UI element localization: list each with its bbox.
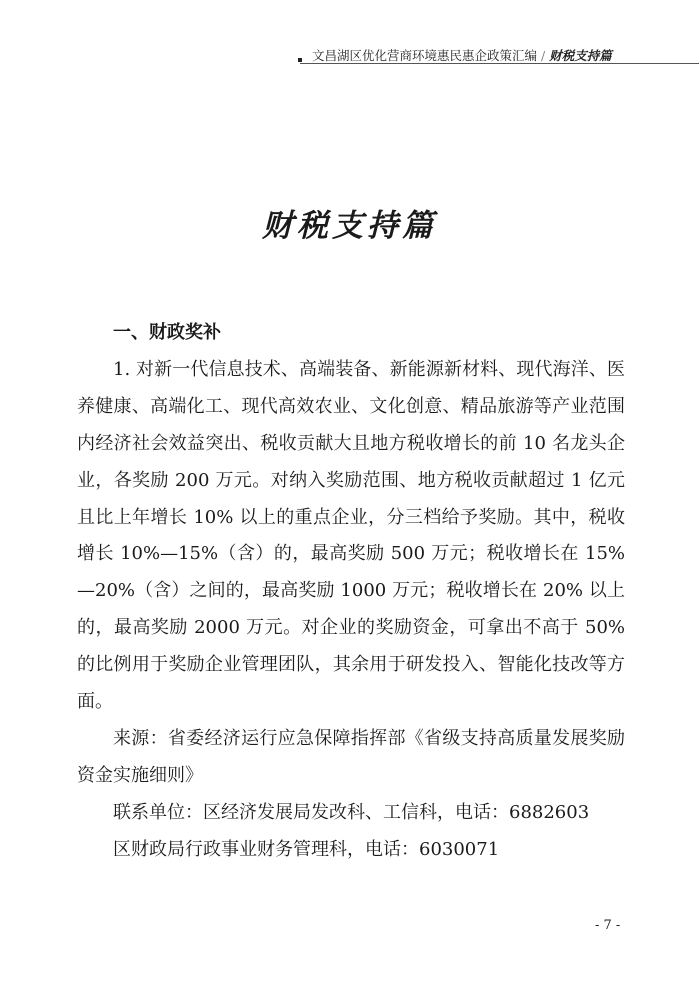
page-number: - 7 - <box>595 918 621 933</box>
page-title: 财税支持篇 <box>262 208 437 244</box>
header-rule <box>300 63 699 64</box>
header-marker <box>298 58 302 62</box>
source-line: 来源：省委经济运行应急保障指挥部《省级支持高质量发展奖励资金实施细则》 <box>77 727 625 786</box>
header-text <box>312 46 612 64</box>
running-header <box>298 40 699 66</box>
policy-item-1: 1. 对新一代信息技术、高端装备、新能源新材料、现代海洋、医养健康、高端化工、现代高效农业、文化创意、精品旅游等产业范围内经济社会效益突出、税收贡献大且地方税收增长的前 10 名龙头企业，各奖励 200 万元。对纳入奖励范围、地方税收贡献超过 1 亿元且比上年增长 10% 以上的重点企业，分三档给予奖励。其中，税收增长 10%—15%（含）的，最高奖励 500 万元；税收增长在 15%—20%（含）之间的，最高奖励 1000 万元；税收增长在 20% 以上的，最高奖励 2000 万元。对企业的奖励资金，可拿出不高于 50% 的比例用于奖励企业管理团队，其余用于研发投入、智能化技改等方面。 <box>77 358 625 713</box>
contact-line-2: 区财政局行政事业财务管理科，电话：6030071 <box>113 838 500 860</box>
section-heading: 一、财政奖补 <box>113 322 221 343</box>
body-content <box>77 315 625 869</box>
header-section-name: 财税支持篇 <box>549 48 612 63</box>
header-separator: / <box>541 48 546 63</box>
contact-line-1: 联系单位：区经济发展局发改科、工信科，电话：6882603 <box>113 801 590 823</box>
header-book-title: 文昌湖区优化营商环境惠民惠企政策汇编 <box>312 48 538 63</box>
